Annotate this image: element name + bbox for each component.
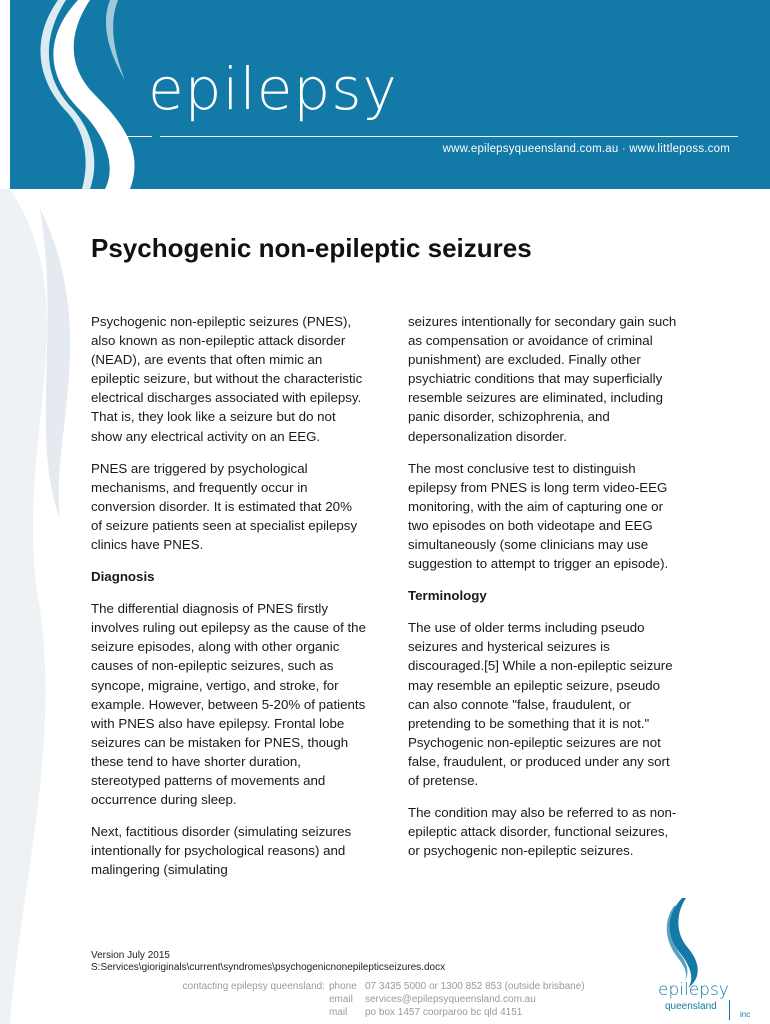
header-wordmark: epilepsy	[148, 55, 398, 123]
paragraph-intro: Psychogenic non-epileptic seizures (PNES), also known as non-epileptic attack disorder (NEAD), are events that often mimic an epileptic seizure, but without the characteristic electrical discharges associated with epilepsy. That is, they look like a seizure but do not show any electrical activity on an EEG.	[91, 314, 363, 444]
flame-swoosh-icon	[10, 0, 170, 189]
heading-terminology: Terminology	[408, 588, 487, 604]
heading-diagnosis: Diagnosis	[91, 569, 155, 585]
right-column	[408, 312, 683, 873]
paragraph-factitious: Next, factitious disorder (simulating seizures intentionally for psychological reasons) and malingering (simulating	[91, 824, 352, 878]
file-path: S:Services\gioriginals\current\syndromes\psychogenicnonepilepticseizures.docx	[91, 962, 446, 973]
mail-label: mail	[329, 1007, 348, 1018]
mail-value: po box 1457 coorparoo bc qld 4151	[365, 1007, 523, 1018]
footer-logo-subtitle: queensland	[665, 1001, 717, 1012]
email-label: email	[329, 994, 353, 1005]
phone-value[interactable]: 07 3435 5000 or 1300 852 853 (outside brisbane)	[365, 981, 585, 992]
paragraph-terminology: The use of older terms including pseudo seizures and hysterical seizures is discouraged.[5] While a non-epileptic seizure may resemble an epileptic seizure, pseudo can also connote "false, fraudulent, or pretending to be something that it is not." Psychogenic non-epileptic seizures are not false, fraudulent, or produced under any sort of pretense.	[408, 620, 673, 788]
version-date: Version July 2015	[91, 950, 170, 961]
left-column	[91, 312, 366, 892]
footer-version-info	[91, 950, 445, 974]
header-divider-left	[120, 136, 152, 137]
footer-logo-inc: inc	[740, 1010, 751, 1019]
header-divider	[160, 136, 738, 137]
page-title: Psychogenic non-epileptic seizures	[91, 233, 532, 263]
footer-contact-block	[175, 980, 585, 1019]
footer-logo-divider	[729, 1000, 730, 1020]
phone-label: phone	[329, 981, 357, 992]
paragraph-secondary-gain: seizures intentionally for secondary gain such as compensation or avoidance of criminal punishment) are excluded. Finally other psychiatric conditions that may superficially resemble seizures are eliminated, including panic disorder, schizophrenia, and depersonalization disorder.	[408, 314, 677, 444]
header-website-links[interactable]: www.epilepsyqueensland.com.au · www.littleposs.com	[442, 143, 730, 155]
paragraph-triggers: PNES are triggered by psychological mechanisms, and frequently occur in conversion disorder. It is estimated that 20% of seizure patients seen at specialist epilepsy clinics have PNES.	[91, 460, 358, 553]
contact-lead: contacting epilepsy queensland:	[182, 981, 325, 992]
paragraph-diagnosis: The differential diagnosis of PNES firstly involves ruling out epilepsy as the cause of the seizure episodes, along with other organic causes of non-epileptic seizures, such as syncope, migraine, vertigo, and stroke, for example. However, between 5-20% of patients with PNES also have epilepsy. Frontal lobe seizures can be mistaken for PNES, though these tend to have shorter duration, stereotyped patterns of movements and occurrence during sleep.	[91, 601, 366, 808]
footer-logo-wordmark: epilepsy	[658, 980, 729, 1000]
paragraph-alternative-names: The condition may also be referred to as non-epileptic attack disorder, functional seizures, or psychogenic non-epileptic seizures.	[408, 805, 677, 859]
email-value[interactable]: services@epilepsyqueensland.com.au	[365, 994, 536, 1005]
header-banner	[10, 0, 770, 189]
paragraph-video-eeg: The most conclusive test to distinguish epilepsy from PNES is long term video-EEG monitoring, with the aim of capturing one or two episodes on both videotape and EEG simultaneously (some clinicians may use suggestion to attempt to trigger an episode).	[408, 460, 669, 572]
